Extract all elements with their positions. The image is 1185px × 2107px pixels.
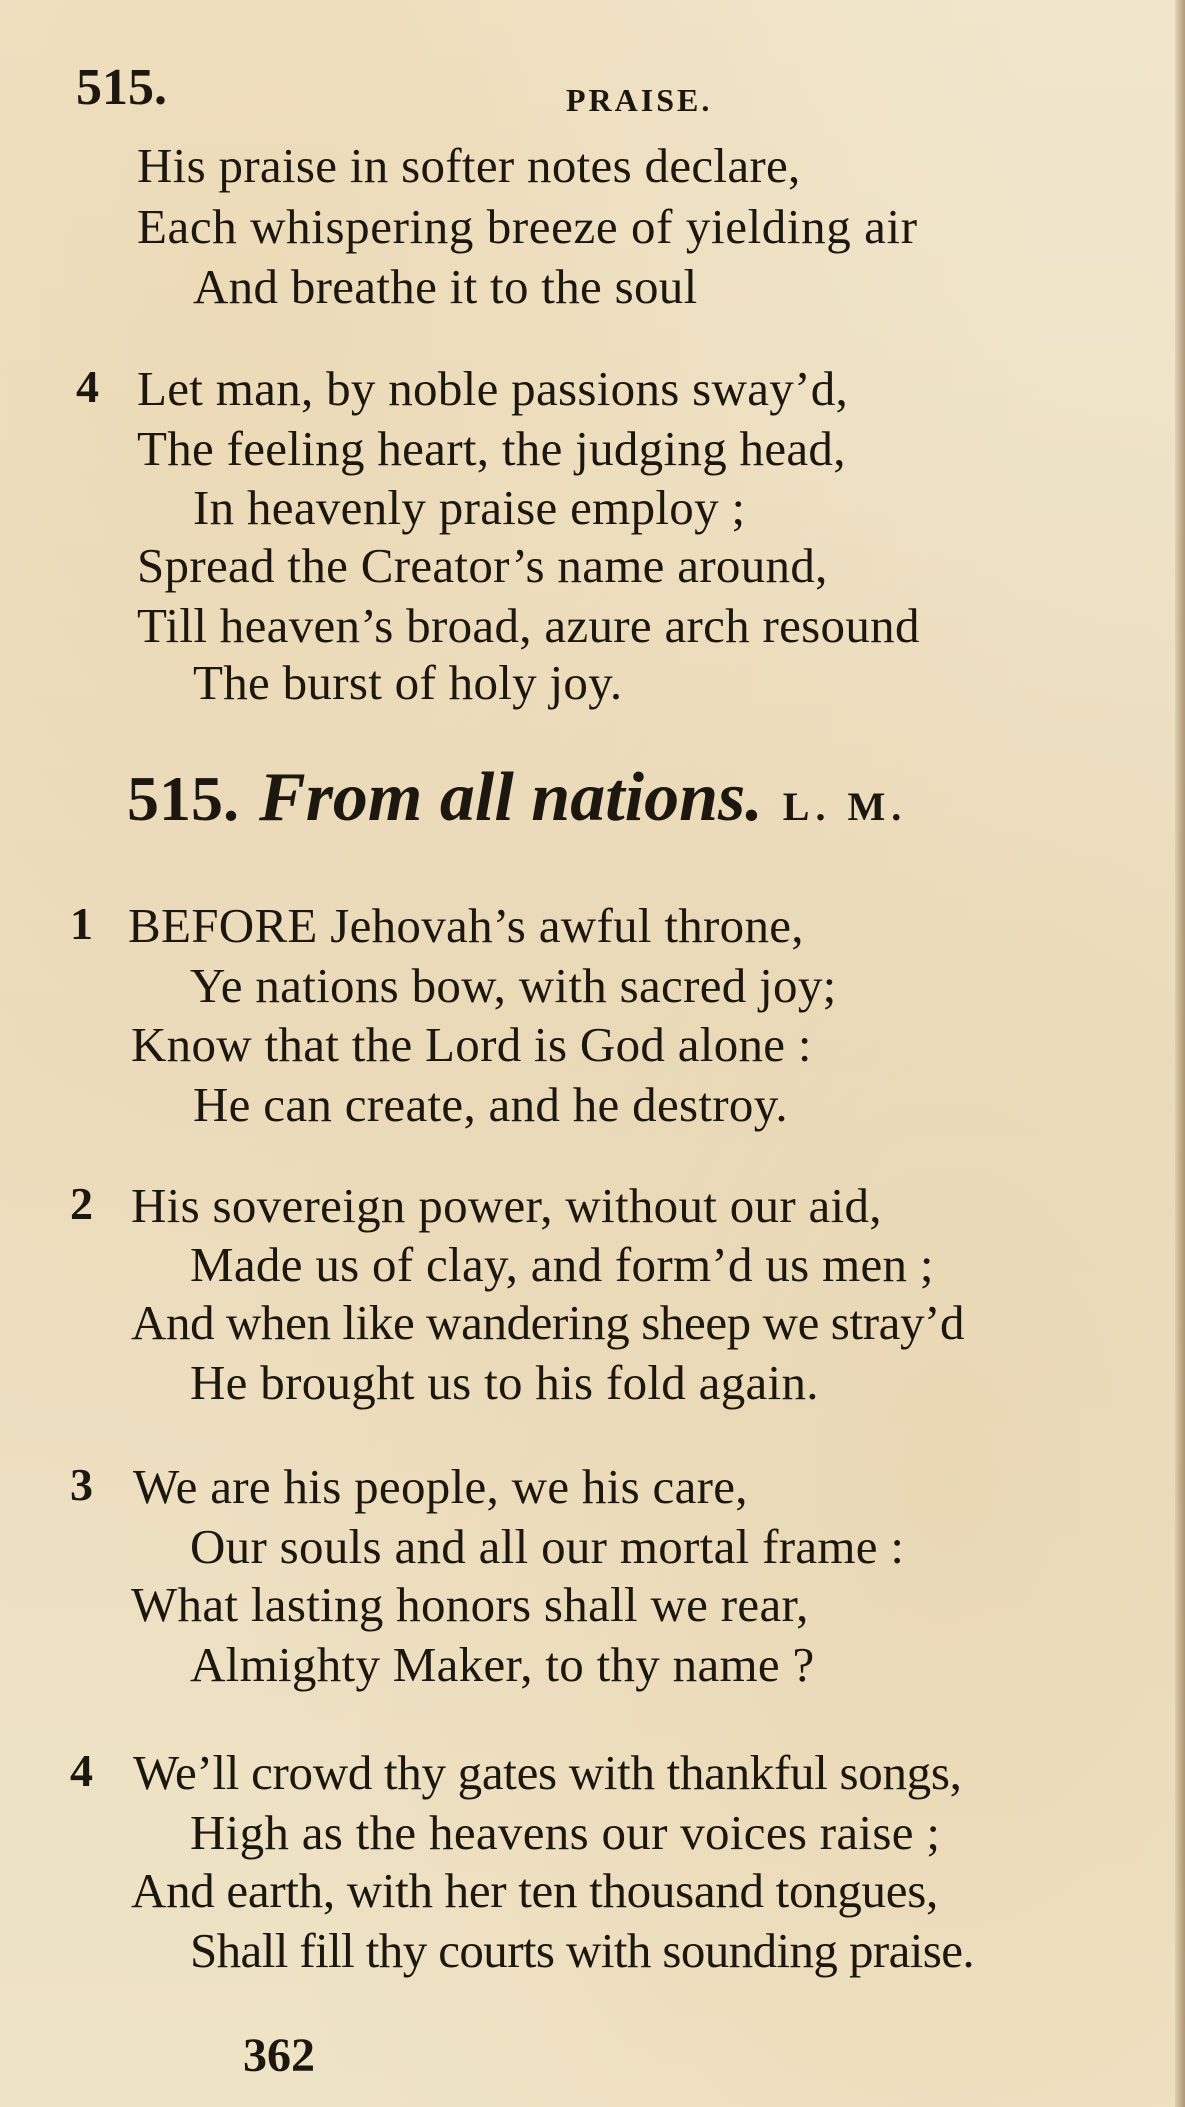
verse-line: He brought us to his fold again. — [190, 1355, 819, 1410]
verse-line: Let man, by noble passions sway’d, — [137, 361, 849, 416]
verse-line: Spread the Creator’s name around, — [137, 538, 828, 593]
verse-line: Shall fill thy courts with sounding praise. — [190, 1923, 974, 1978]
verse-line: We’ll crowd thy gates with thankful songs, — [133, 1745, 962, 1800]
verse-line: Till heaven’s broad, azure arch resound — [137, 598, 920, 653]
verse-line: And breathe it to the soul — [193, 259, 698, 314]
verse-line: His praise in softer notes declare, — [137, 138, 801, 193]
verse-line: High as the heavens our voices raise ; — [190, 1805, 941, 1860]
header-section-title: PRAISE. — [566, 82, 713, 118]
verse-line: He can create, and he destroy. — [193, 1077, 788, 1132]
verse-line: Our souls and all our mortal frame : — [190, 1519, 905, 1574]
header-hymn-number: 515. — [76, 59, 167, 116]
stanza-number: 3 — [70, 1459, 93, 1510]
verse-line: What lasting honors shall we rear, — [131, 1577, 809, 1632]
stanza-number: 4 — [70, 1745, 93, 1796]
verse-line: And earth, with her ten thousand tongues, — [131, 1863, 938, 1918]
page-number: 362 — [243, 2029, 315, 2082]
verse-line: Ye nations bow, with sacred joy; — [190, 958, 837, 1013]
hymn-meter: L. M. — [782, 784, 908, 829]
verse-line: The feeling heart, the judging head, — [137, 421, 846, 476]
stanza-number: 2 — [70, 1178, 93, 1229]
verse-line: In heavenly praise employ ; — [193, 480, 746, 535]
verse-line: Know that the Lord is God alone : — [131, 1017, 812, 1072]
verse-line: His sovereign power, without our aid, — [131, 1178, 882, 1233]
verse-line: Made us of clay, and form’d us men ; — [190, 1237, 934, 1292]
verse-line: Each whispering breeze of yielding air — [137, 199, 918, 254]
hymn-title: From all nations. — [259, 759, 763, 836]
stanza-number: 4 — [76, 361, 99, 412]
verse-line: Almighty Maker, to thy name ? — [190, 1637, 815, 1692]
verse-line: BEFORE Jehovah’s awful throne, — [128, 898, 804, 953]
page-edge — [1175, 0, 1185, 2107]
verse-line: And when like wandering sheep we stray’d — [131, 1295, 965, 1350]
hymn-number: 515. — [127, 763, 239, 834]
hymn-heading — [127, 758, 907, 838]
verse-line: We are his people, we his care, — [133, 1459, 748, 1514]
stanza-number: 1 — [70, 898, 93, 949]
verse-line: The burst of holy joy. — [193, 655, 623, 710]
